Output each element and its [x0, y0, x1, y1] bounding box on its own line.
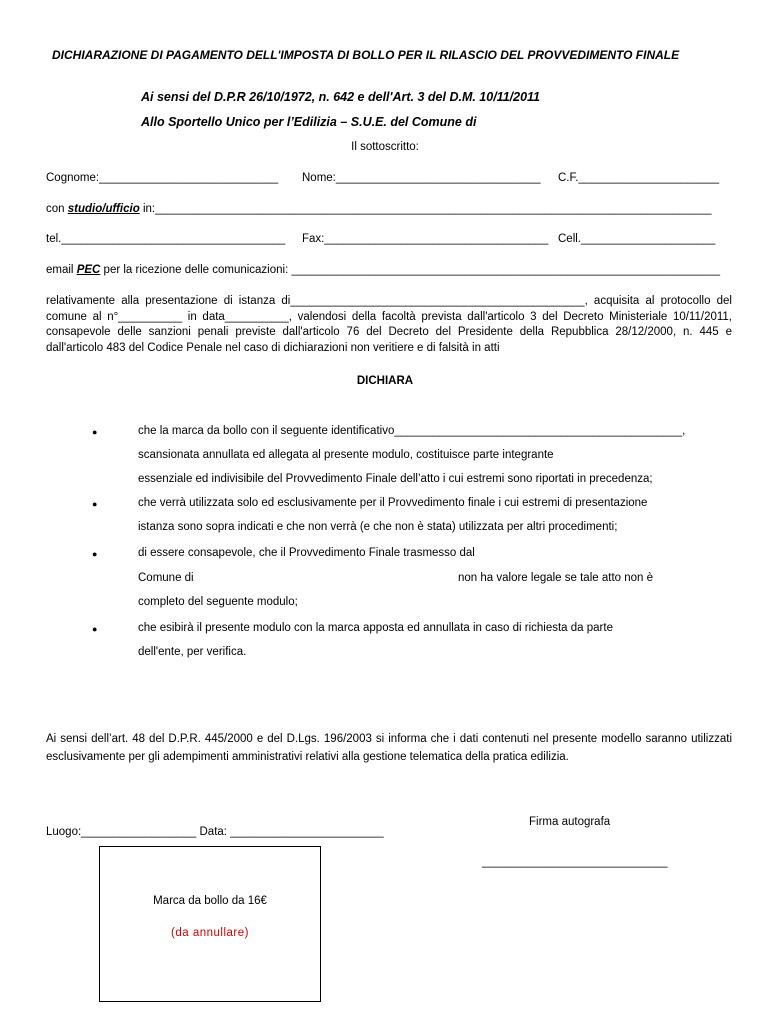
- bullet-icon: ●: [92, 624, 98, 634]
- email-prefix: email: [46, 264, 74, 276]
- bullet-icon: ●: [92, 427, 98, 437]
- phone-field[interactable]: tel.___________________________________: [46, 233, 286, 245]
- place-date-field[interactable]: Luogo:__________________ Data: ________________________: [46, 826, 384, 838]
- legal-reference: Ai sensi del D.P.R 26/10/1972, n. 642 e dell'Art. 3 del D.M. 10/11/2011: [141, 90, 541, 104]
- mobile-field[interactable]: Cell._____________________: [558, 233, 716, 245]
- bullet1-line1: che la marca da bollo con il seguente identificativo_____________________________________________,: [138, 425, 686, 437]
- bullet1-line2: scansionata annullata ed allegata al presente modulo, costituisce parte integrante: [138, 449, 554, 461]
- stamp-label: Marca da bollo da 16€: [153, 895, 267, 907]
- surname-field[interactable]: Cognome:____________________________: [46, 172, 279, 184]
- signature-line[interactable]: _____________________________: [482, 856, 668, 868]
- bullet-icon: ●: [92, 499, 98, 509]
- bullet2-line1: che verrà utilizzata solo ed esclusivamente per il Provvedimento finale i cui estremi di presentazione: [138, 497, 648, 509]
- email-line: per la ricezione delle comunicazioni: ___________________________________________________________________: [103, 264, 720, 276]
- studio-line: in:_______________________________________________________________________________________: [142, 203, 712, 215]
- bullet4-line1: che esibirà il presente modulo con la marca apposta ed annullata in caso di richiesta da parte: [138, 622, 613, 634]
- name-field[interactable]: Nome:________________________________: [302, 172, 541, 184]
- bullet3-line3: completo del seguente modulo;: [138, 596, 298, 608]
- studio-field[interactable]: [46, 203, 712, 215]
- pec-label: PEC: [76, 264, 101, 276]
- pec-email-field[interactable]: [46, 264, 720, 276]
- bullet-icon: ●: [92, 549, 98, 559]
- studio-prefix: con: [46, 203, 65, 215]
- bullet4-line2: dell'ente, per verifica.: [138, 646, 247, 658]
- undersigned-label: Il sottoscritto:: [351, 141, 419, 153]
- studio-label: studio/ufficio: [67, 203, 140, 215]
- fiscal-code-field[interactable]: C.F.______________________: [558, 172, 720, 184]
- bullet1-line3: essenziale ed indivisibile del Provvedimento Finale dell’atto i cui estremi sono riportati in precedenza;: [138, 473, 653, 485]
- intro-paragraph: relativamente alla presentazione di istanza di______________________________________________, acquisita al protocollo del comune al n°__________ in data__________, valendosi della facoltà prevista dall'articolo 3 del Decreto Ministeriale 10/11/2011, consapevole delle sanzioni penali previste dall'articolo 76 del Decreto del Presidente della Repubblica 28/12/2000, n. 445 e dall'articolo 483 del Codice Penale nel caso di dichiarazioni non veritiere e di falsità in atti: [46, 295, 732, 354]
- office-reference: Allo Sportello Unico per l’Edilizia – S.U.E. del Comune di: [141, 115, 477, 129]
- revenue-stamp-box: [99, 846, 321, 1002]
- bullet3-line2b: non ha valore legale se tale atto non è: [458, 572, 654, 584]
- stamp-cancel-note: (da annullare): [171, 927, 249, 939]
- declares-heading: DICHIARA: [356, 375, 414, 387]
- document-title: DICHIARAZIONE DI PAGAMENTO DELL'IMPOSTA DI BOLLO PER IL RILASCIO DEL PROVVEDIMENTO FINALE: [52, 48, 680, 62]
- bullet3-line1: di essere consapevole, che il Provvedimento Finale trasmesso dal: [138, 547, 475, 559]
- signature-label: Firma autografa: [529, 816, 611, 828]
- bullet3-line2a: Comune di: [138, 572, 194, 584]
- bullet2-line2: istanza sono sopra indicati e che non verrà (e che non è stata) utilizzata per altri procedimenti;: [138, 521, 618, 533]
- fax-field[interactable]: Fax:___________________________________: [302, 233, 549, 245]
- privacy-paragraph: Ai sensi dell’art. 48 del D.P.R. 445/2000 e del D.Lgs. 196/2003 si informa che i dati contenuti nel presente modello saranno utilizzati esclusivamente per gli adempimenti amministrativi relativi alla gestione telematica della pratica edilizia.: [46, 733, 732, 763]
